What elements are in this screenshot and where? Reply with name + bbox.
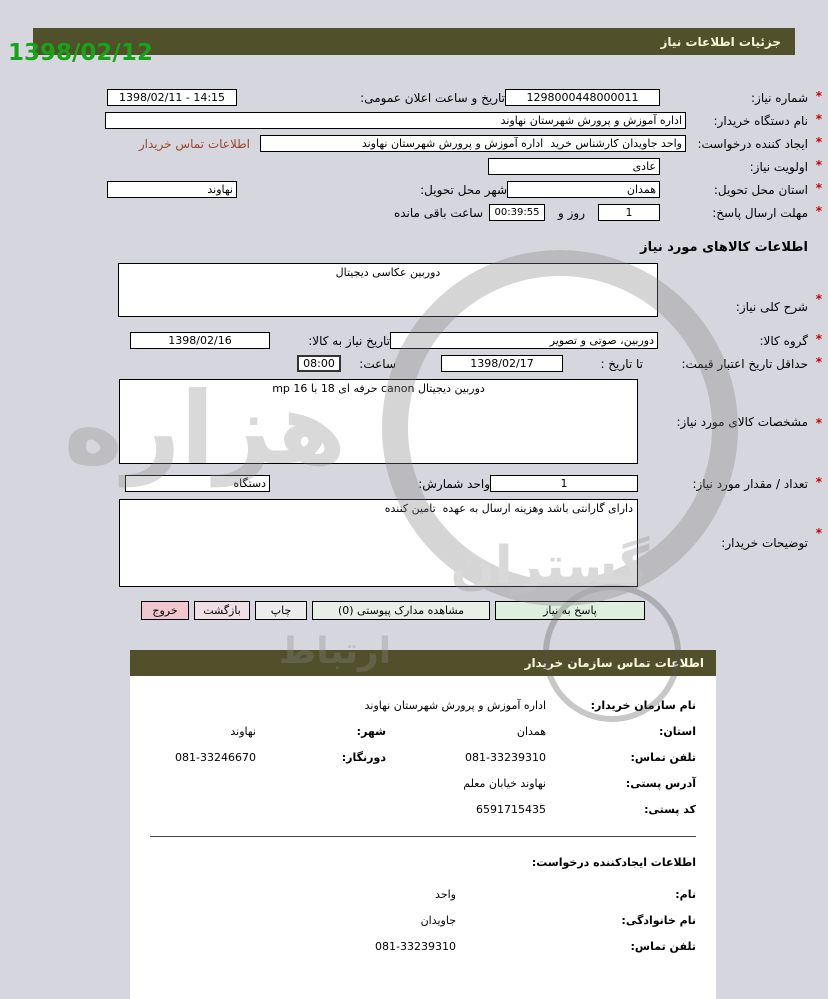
hour-label: ساعت:: [359, 356, 396, 371]
contact-row-address: [150, 770, 696, 796]
address-label: آدرس پستی:: [625, 776, 696, 790]
deadline-days-suffix: روز و: [558, 205, 585, 220]
city-label: شهر:: [356, 724, 386, 738]
priority-input[interactable]: [488, 158, 660, 175]
required-icon: *: [815, 332, 822, 346]
contact-card-title: اطلاعات تماس سازمان خریدار: [524, 656, 704, 670]
phone-label: تلفن تماس:: [630, 750, 696, 764]
need-date-input[interactable]: [130, 332, 270, 349]
need-form: [0, 86, 828, 620]
required-icon: *: [815, 475, 822, 489]
page-title: جزئیات اطلاعات نیاز: [660, 34, 781, 49]
delivery-province-label: استان محل تحویل:: [713, 182, 808, 197]
unit-input[interactable]: [125, 475, 270, 492]
hour-input[interactable]: [297, 355, 341, 372]
buyer-org-label: نام دستگاه خریدار:: [713, 113, 808, 128]
creator-row-phone: [150, 933, 696, 959]
buyer-notes-textarea[interactable]: [119, 499, 638, 587]
buyer-contact-link[interactable]: اطلاعات تماس خریدار: [138, 136, 250, 151]
row-delivery-location: [20, 178, 822, 201]
contact-row-postal: [150, 796, 696, 822]
postal-code-label: کد پستی:: [644, 802, 696, 816]
contact-row-phone-fax: [150, 744, 696, 770]
page: [0, 28, 828, 980]
view-attachments-button[interactable]: مشاهده مدارک پیوستی (0): [312, 601, 490, 620]
price-validity-date-input[interactable]: [441, 355, 563, 372]
contact-card-header: [130, 650, 716, 676]
province-value: همدان: [516, 724, 546, 738]
need-number-input[interactable]: [505, 89, 660, 106]
phone-value: 081-33239310: [465, 750, 546, 764]
back-button[interactable]: بازگشت: [194, 601, 250, 620]
watermark-word3: ارتباط: [278, 631, 392, 672]
quantity-input[interactable]: [490, 475, 638, 492]
deadline-days-input[interactable]: [598, 204, 660, 221]
row-general-desc: [20, 263, 822, 317]
general-desc-label: شرح کلی نیاز:: [735, 300, 808, 314]
overlay-date: 1398/02/12: [8, 40, 153, 66]
goods-group-input[interactable]: [390, 332, 658, 349]
creator-row-first-name: [150, 881, 696, 907]
org-name-value: اداره آموزش و پرورش شهرستان نهاوند: [364, 698, 546, 712]
request-creator-input[interactable]: [260, 135, 686, 152]
creator-phone-label: تلفن تماس:: [630, 939, 696, 953]
first-name-label: نام:: [675, 887, 696, 901]
watermark-word2: گستران: [450, 536, 650, 596]
last-name-label: نام خانوادگی:: [621, 913, 696, 927]
request-creator-label: ایجاد کننده درخواست:: [697, 136, 808, 151]
city-value: نهاوند: [230, 724, 256, 738]
province-label: استان:: [659, 724, 696, 738]
exit-button[interactable]: خروج: [141, 601, 189, 620]
row-buyer-notes: [20, 499, 822, 587]
required-icon: *: [815, 526, 822, 540]
general-desc-textarea[interactable]: [118, 263, 658, 317]
row-quantity: [20, 472, 822, 495]
fax-value: 081-33246670: [175, 750, 256, 764]
org-name-label: نام سازمان خریدار:: [590, 698, 696, 712]
response-deadline-label: مهلت ارسال پاسخ:: [712, 205, 808, 220]
action-buttons: [20, 601, 645, 620]
creator-row-last-name: [150, 907, 696, 933]
price-validity-label: حداقل تاریخ اعتبار قیمت:: [681, 356, 808, 371]
priority-label: اولویت نیاز:: [749, 159, 808, 174]
watermark-word1: هزاره: [63, 370, 347, 487]
until-date-label: تا تاریخ :: [600, 356, 643, 371]
required-icon: *: [815, 181, 822, 195]
delivery-city-input[interactable]: [107, 181, 237, 198]
contact-card-body: [130, 676, 716, 959]
specs-label: مشخصات کالای مورد نیاز:: [676, 414, 808, 429]
delivery-city-label: شهر محل تحویل:: [420, 182, 507, 197]
first-name-value: واحد: [435, 887, 456, 901]
announce-datetime-input[interactable]: [107, 89, 237, 106]
required-icon: *: [815, 158, 822, 172]
required-icon: *: [815, 89, 822, 103]
fax-label: دورنگار:: [341, 750, 386, 764]
row-priority: [20, 155, 822, 178]
row-buyer-org: [20, 109, 822, 132]
creator-section-title: اطلاعات ایجادکننده درخواست:: [531, 855, 696, 869]
print-button[interactable]: چاپ: [255, 601, 307, 620]
buyer-notes-label: توضیحات خریدار:: [721, 536, 808, 550]
required-icon: *: [815, 135, 822, 149]
last-name-value: جاویدان: [420, 913, 456, 927]
address-value: نهاوند خیابان معلم: [463, 776, 546, 790]
contact-row-org: [150, 692, 696, 718]
specs-textarea[interactable]: [119, 379, 638, 464]
contact-row-province-city: [150, 718, 696, 744]
delivery-province-input[interactable]: [507, 181, 660, 198]
goods-group-label: گروه کالا:: [759, 333, 808, 348]
contact-card: [130, 650, 716, 999]
row-request-creator: [20, 132, 822, 155]
announce-datetime-label: تاریخ و ساعت اعلان عمومی:: [360, 90, 505, 105]
row-price-validity: [20, 352, 822, 375]
deadline-time-suffix: ساعت باقی مانده: [393, 205, 483, 220]
row-specs: [20, 379, 822, 464]
required-icon: *: [815, 416, 822, 430]
respond-button[interactable]: پاسخ به نیاز: [495, 601, 645, 620]
row-need-number: [20, 86, 822, 109]
row-response-deadline: [20, 201, 822, 224]
buyer-org-input[interactable]: [105, 112, 686, 129]
need-number-label: شماره نیاز:: [751, 90, 808, 105]
required-icon: *: [815, 292, 822, 306]
goods-section-title: اطلاعات کالاهای مورد نیاز: [640, 240, 808, 255]
required-icon: *: [815, 112, 822, 126]
unit-label: واحد شمارش:: [418, 476, 490, 491]
divider: [150, 836, 696, 837]
deadline-time-input[interactable]: [489, 204, 545, 221]
required-icon: *: [815, 204, 822, 218]
required-icon: *: [815, 355, 822, 369]
need-date-label: تاریخ نیاز به کالا:: [308, 333, 390, 348]
quantity-label: تعداد / مقدار مورد نیاز:: [692, 476, 808, 491]
creator-phone-value: 081-33239310: [375, 939, 456, 953]
row-goods-group: [20, 329, 822, 352]
postal-code-value: 6591715435: [476, 802, 546, 816]
